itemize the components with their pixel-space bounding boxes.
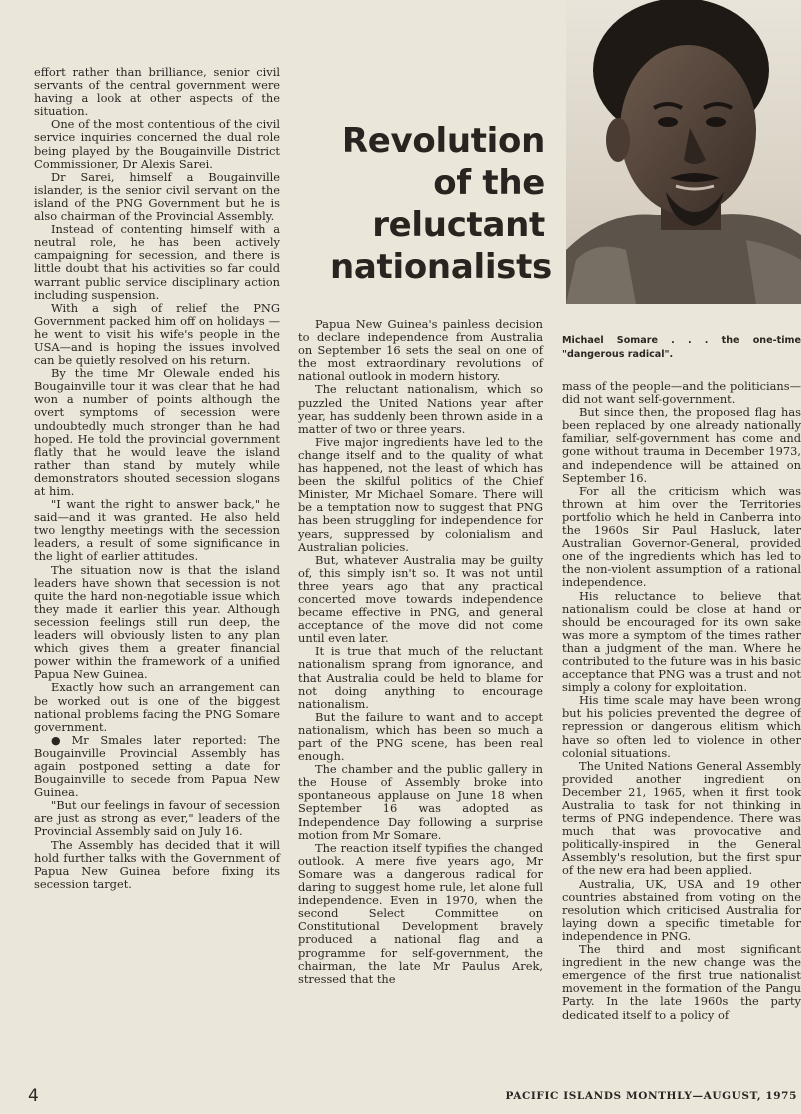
paragraph: mass of the people—and the politicians—did not want self-government. (562, 379, 801, 407)
portrait-photo (566, 0, 801, 304)
bullet-paragraph (34, 734, 280, 799)
paragraph: "I want the right to answer back," he said—and it was granted. He also held two lengthy meetings with the secession leaders, a result of some significance in the light of earlier attitudes. (34, 497, 280, 564)
page-number: 4 (28, 1086, 39, 1106)
paragraph: But the failure to want and to accept nationalism, which has been so much a part of the PNG scene, has been real enough. (298, 709, 543, 764)
paragraph: The reaction itself typifies the changed outlook. A mere five years ago, Mr Somare was a dangerous radical for daring to suggest home rule, let alone full independence. Even in 1970, when the second Select Committee on Constitutional Development bravely produced a national flag and a programme for self-government, the chairman, the late Mr Paulus Arek, stressed that the (298, 840, 543, 986)
headline (330, 120, 552, 288)
paragraph: For all the criticism which was thrown at him over the Territories portfolio which he held in Canberra into the 1960s Sir Paul Hasluck, later Australian Governor-General, provided one of the ingredients which has led to the non-violent assumption of a rational independence. (562, 483, 801, 590)
paragraph: It is true that much of the reluctant nationalism sprang from ignorance, and that Australia could be held to blame for not doing anything to encourage nationalism. (298, 644, 543, 711)
headline-line-1: Revolution (341, 121, 545, 161)
headline-line-4: nationalists (330, 247, 552, 287)
paragraph: The third and most significant ingredient in the new change was the emergence of the first true nationalist movement in the formation of the Pangu Party. In the late 1960s the party dedicated itself to a policy of (562, 942, 801, 1022)
paragraph: effort rather than brilliance, senior civil servants of the central government were having a look at other aspects of the situation. (34, 65, 280, 119)
headline-line-2: of the (433, 163, 545, 203)
paragraph: With a sigh of relief the PNG Government packed him off on holidays —he went to visit his wife's people in the USA—and is hoping the issues involved can be quietly resolved on his return. (34, 300, 280, 368)
paragraph: One of the most contentious of the civil service inquiries concerned the dual role being played by the Bougainville District Commissioner, Dr Alexis Sarei. (34, 117, 280, 171)
bullet-icon: ● (51, 733, 69, 747)
paragraph: Exactly how such an arrangement can be worked out is one of the biggest national problems facing the PNG Somare government. (34, 680, 280, 734)
paragraph: Dr Sarei, himself a Bougainville islander, is the senior civil servant on the island of the PNG Government but he is also chairman of the Provincial Assembly. (34, 169, 280, 224)
paragraph: Instead of contenting himself with a neutral role, he has been actively campaigning for secession, and there is little doubt that his activities so far could warrant public service disciplinary action including suspension. (34, 222, 280, 302)
paragraph: Five major ingredients have led to the change itself and to the quality of what has happened, not the least of which has been the skilful politics of the Chief Minister, Mr Michael Somare. There will be a temptation now to suggest that PNG has been struggling for independence for years, suppressed by colonialism and Australian policies. (298, 434, 543, 554)
paragraph: The United Nations General Assembly provided another ingredient on December 21, 1965, when it first took Australia to task for not thinking in terms of PNG independence. There was much that was provocative and politically-inspired in the General Assembly's resolution, but the first spur of the new era had been applied. (562, 758, 801, 878)
paragraph: The situation now is that the island leaders have shown that secession is not quite the hard non-negotiable issue which they made it earlier this year. Although secession feelings still run deep, the leaders will obviously listen to any plan which gives them a greater financial power within the framework of a unified Papua New Guinea. (34, 562, 280, 682)
paragraph: Australia, UK, USA and 19 other countries abstained from voting on the resolution which criticised Australia for laying down a specific timetable for independence in PNG. (562, 876, 801, 943)
paragraph: The Assembly has decided that it will hold further talks with the Government of Papua New Guinea before fixing its secession target. (34, 837, 280, 891)
article-column-1 (34, 66, 280, 891)
paragraph: But since then, the proposed flag has been replaced by one already nationally familiar, self-government has come and gone without trauma in December 1973, and independence will be attained on September 16. (562, 405, 801, 485)
photo-caption: Michael Somare . . . the one-time "dangerous radical". (562, 335, 801, 360)
paragraph: The reluctant nationalism, which so puzzled the United Nations year after year, has suddenly been thrown aside in a matter of two or three years. (298, 382, 543, 436)
paragraph: "But our feelings in favour of secession are just as strong as ever," leaders of the Provincial Assembly said on July 16. (34, 798, 280, 839)
bullet-text: Mr Smales later reported: The Bougainville Provincial Assembly has again postponed setting a date for Bougainville to secede from Papua New Guinea. (34, 732, 280, 800)
paragraph: His time scale may have been wrong but his policies prevented the degree of repression or dangerous elitism which have so often led to violence in other colonial situations. (562, 693, 801, 760)
paragraph: By the time Mr Olewale ended his Bougainville tour it was clear that he had won a number of points although the overt symptoms of secession were undoubtedly much stronger than he had hoped. He told the provincial government flatly that he would leave the island rather than stand by mutely while demonstrators shouted secession slogans at him. (34, 366, 280, 498)
paragraph: The chamber and the public gallery in the House of Assembly broke into spontaneous applause on June 18 when September 16 was adopted as Independence Day following a surprise motion from Mr Somare. (298, 762, 543, 842)
article-column-3 (562, 380, 801, 1022)
paragraph: But, whatever Australia may be guilty of, this simply isn't so. It was not until three years ago that any practical concerted move towards independence became effective in PNG, and general acceptance of the move did not come until even later. (298, 552, 543, 646)
publication-footer: PACIFIC ISLANDS MONTHLY—AUGUST, 1975 (505, 1090, 797, 1102)
article-column-2 (298, 318, 543, 986)
paragraph: His reluctance to believe that nationalism could be close at hand or should be encouraged for its own sake was more a symptom of the times rather than a judgment of the man. Where he contributed to the future was in his basic acceptance that PNG was a trust and not simply a colony for exploitation. (562, 588, 801, 695)
headline-line-3: reluctant (372, 205, 545, 245)
paragraph: Papua New Guinea's painless decision to declare independence from Australia on September 16 sets the seal on one of the most extraordinary revolutions of national outlook in modern history. (298, 317, 543, 384)
